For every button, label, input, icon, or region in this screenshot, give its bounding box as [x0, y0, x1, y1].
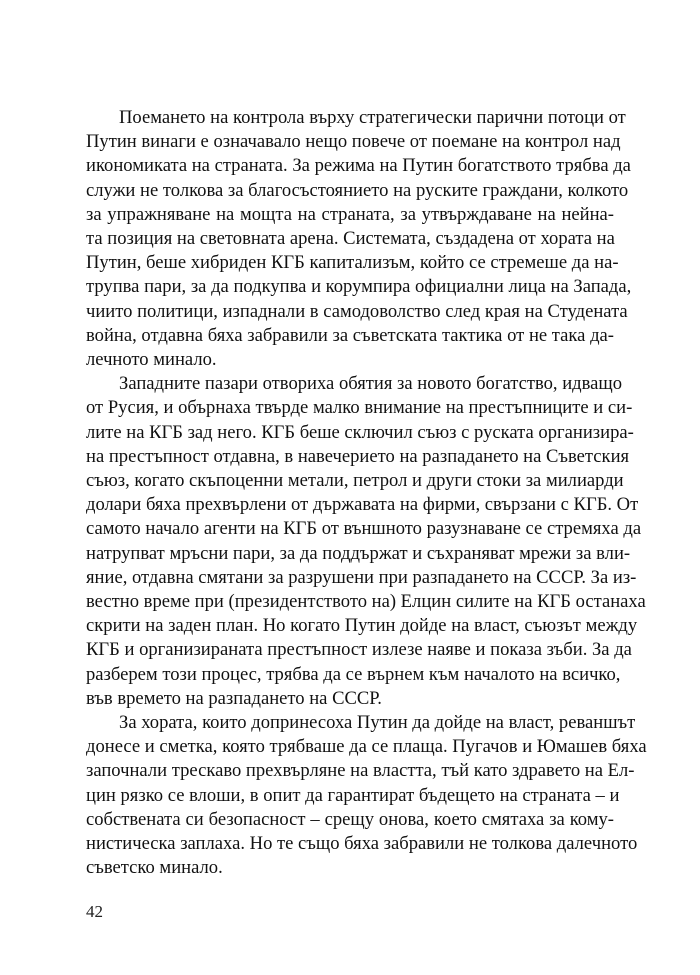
text-line: КГБ и организираната престъпност излезе наяве и показа зъби. За да — [86, 639, 632, 661]
text-line: чиито политици, изпаднали в самодоволство след края на Студената — [86, 300, 628, 322]
text-line: натрупват мръсни пари, за да поддържат и съхраняват мрежи за вли- — [86, 542, 631, 564]
text-line: във времето на разпадането на СССР. — [86, 687, 382, 709]
text-line: съветско минало. — [86, 857, 223, 879]
body-text — [86, 106, 647, 881]
text-line: лечното минало. — [86, 349, 217, 371]
paragraph-1 — [86, 106, 632, 372]
text-line: нистическа заплаха. Но те също бяха забравили не толкова далечното — [86, 833, 638, 855]
text-line: Путин, беше хибриден КГБ капитализъм, който се стремеше да на- — [86, 252, 619, 274]
text-line: самото начало агенти на КГБ от външното разузнаване се стремяха да — [86, 518, 642, 540]
text-line: та позиция на световната арена. Системата, създадена от хората на — [86, 228, 615, 250]
text-line: разберем този процес, трябва да се върнем към началото на всичко, — [86, 663, 621, 685]
text-line: За хората, които допринесоха Путин да дойде на власт, реваншът — [119, 712, 636, 734]
text-line: започнали трескаво прехвърляне на властта, тъй като здравето на Ел- — [86, 760, 635, 782]
text-line: трупва пари, за да подкупва и корумпира официални лица на Запада, — [86, 276, 632, 298]
text-line: цин рязко се влоши, в опит да гарантират бъдещето на страната – и — [86, 784, 620, 806]
text-line: скрити на заден план. Но когато Путин дойде на власт, съюзът между — [86, 615, 638, 637]
text-line: яние, отдавна смятани за разрушени при разпадането на СССР. За из- — [86, 566, 637, 588]
text-line: Путин винаги е означавало нещо повече от поемане на контрол над — [86, 131, 621, 153]
text-line: Западните пазари отвориха обятия за новото богатство, идващо — [119, 373, 623, 395]
text-line: Поемането на контрола върху стратегически парични потоци от — [119, 107, 626, 128]
text-line: от Русия, и обърнаха твърде малко внимание на престъпниците и си- — [86, 397, 633, 419]
text-line: лите на КГБ зад него. КГБ беше сключил съюз с руската организира- — [86, 421, 634, 443]
text-line: за упражняване на мощта на страната, за утвърждаване на нейна- — [86, 203, 614, 225]
text-line: икономиката на страната. За режима на Путин богатството трябва да — [86, 155, 631, 177]
text-line: служи не толкова за благосъстоянието на руските граждани, колкото — [86, 179, 629, 201]
text-line: донесе и сметка, която трябваше да се плаща. Пугачов и Юмашев бяха — [86, 736, 647, 758]
paragraph-2 — [86, 372, 646, 711]
text-line: собствената си безопасност – срещу онова, което смятаха за кому- — [86, 808, 614, 830]
text-line: война, отдавна бяха забравили за съветската тактика от не така да- — [86, 324, 614, 346]
paragraph-3 — [86, 711, 647, 880]
text-line: на престъпност отдавна, в навечерието на разпадането на Съветския — [86, 445, 630, 467]
text-line: съюз, когато скъпоценни метали, петрол и други стоки за милиарди — [86, 470, 624, 492]
text-line: вестно време при (президентството на) Елцин силите на КГБ останаха — [86, 591, 646, 613]
page-number: 42 — [86, 902, 103, 921]
text-line: долари бяха прехвърлени от държавата на фирми, свързани с КГБ. От — [86, 494, 639, 516]
